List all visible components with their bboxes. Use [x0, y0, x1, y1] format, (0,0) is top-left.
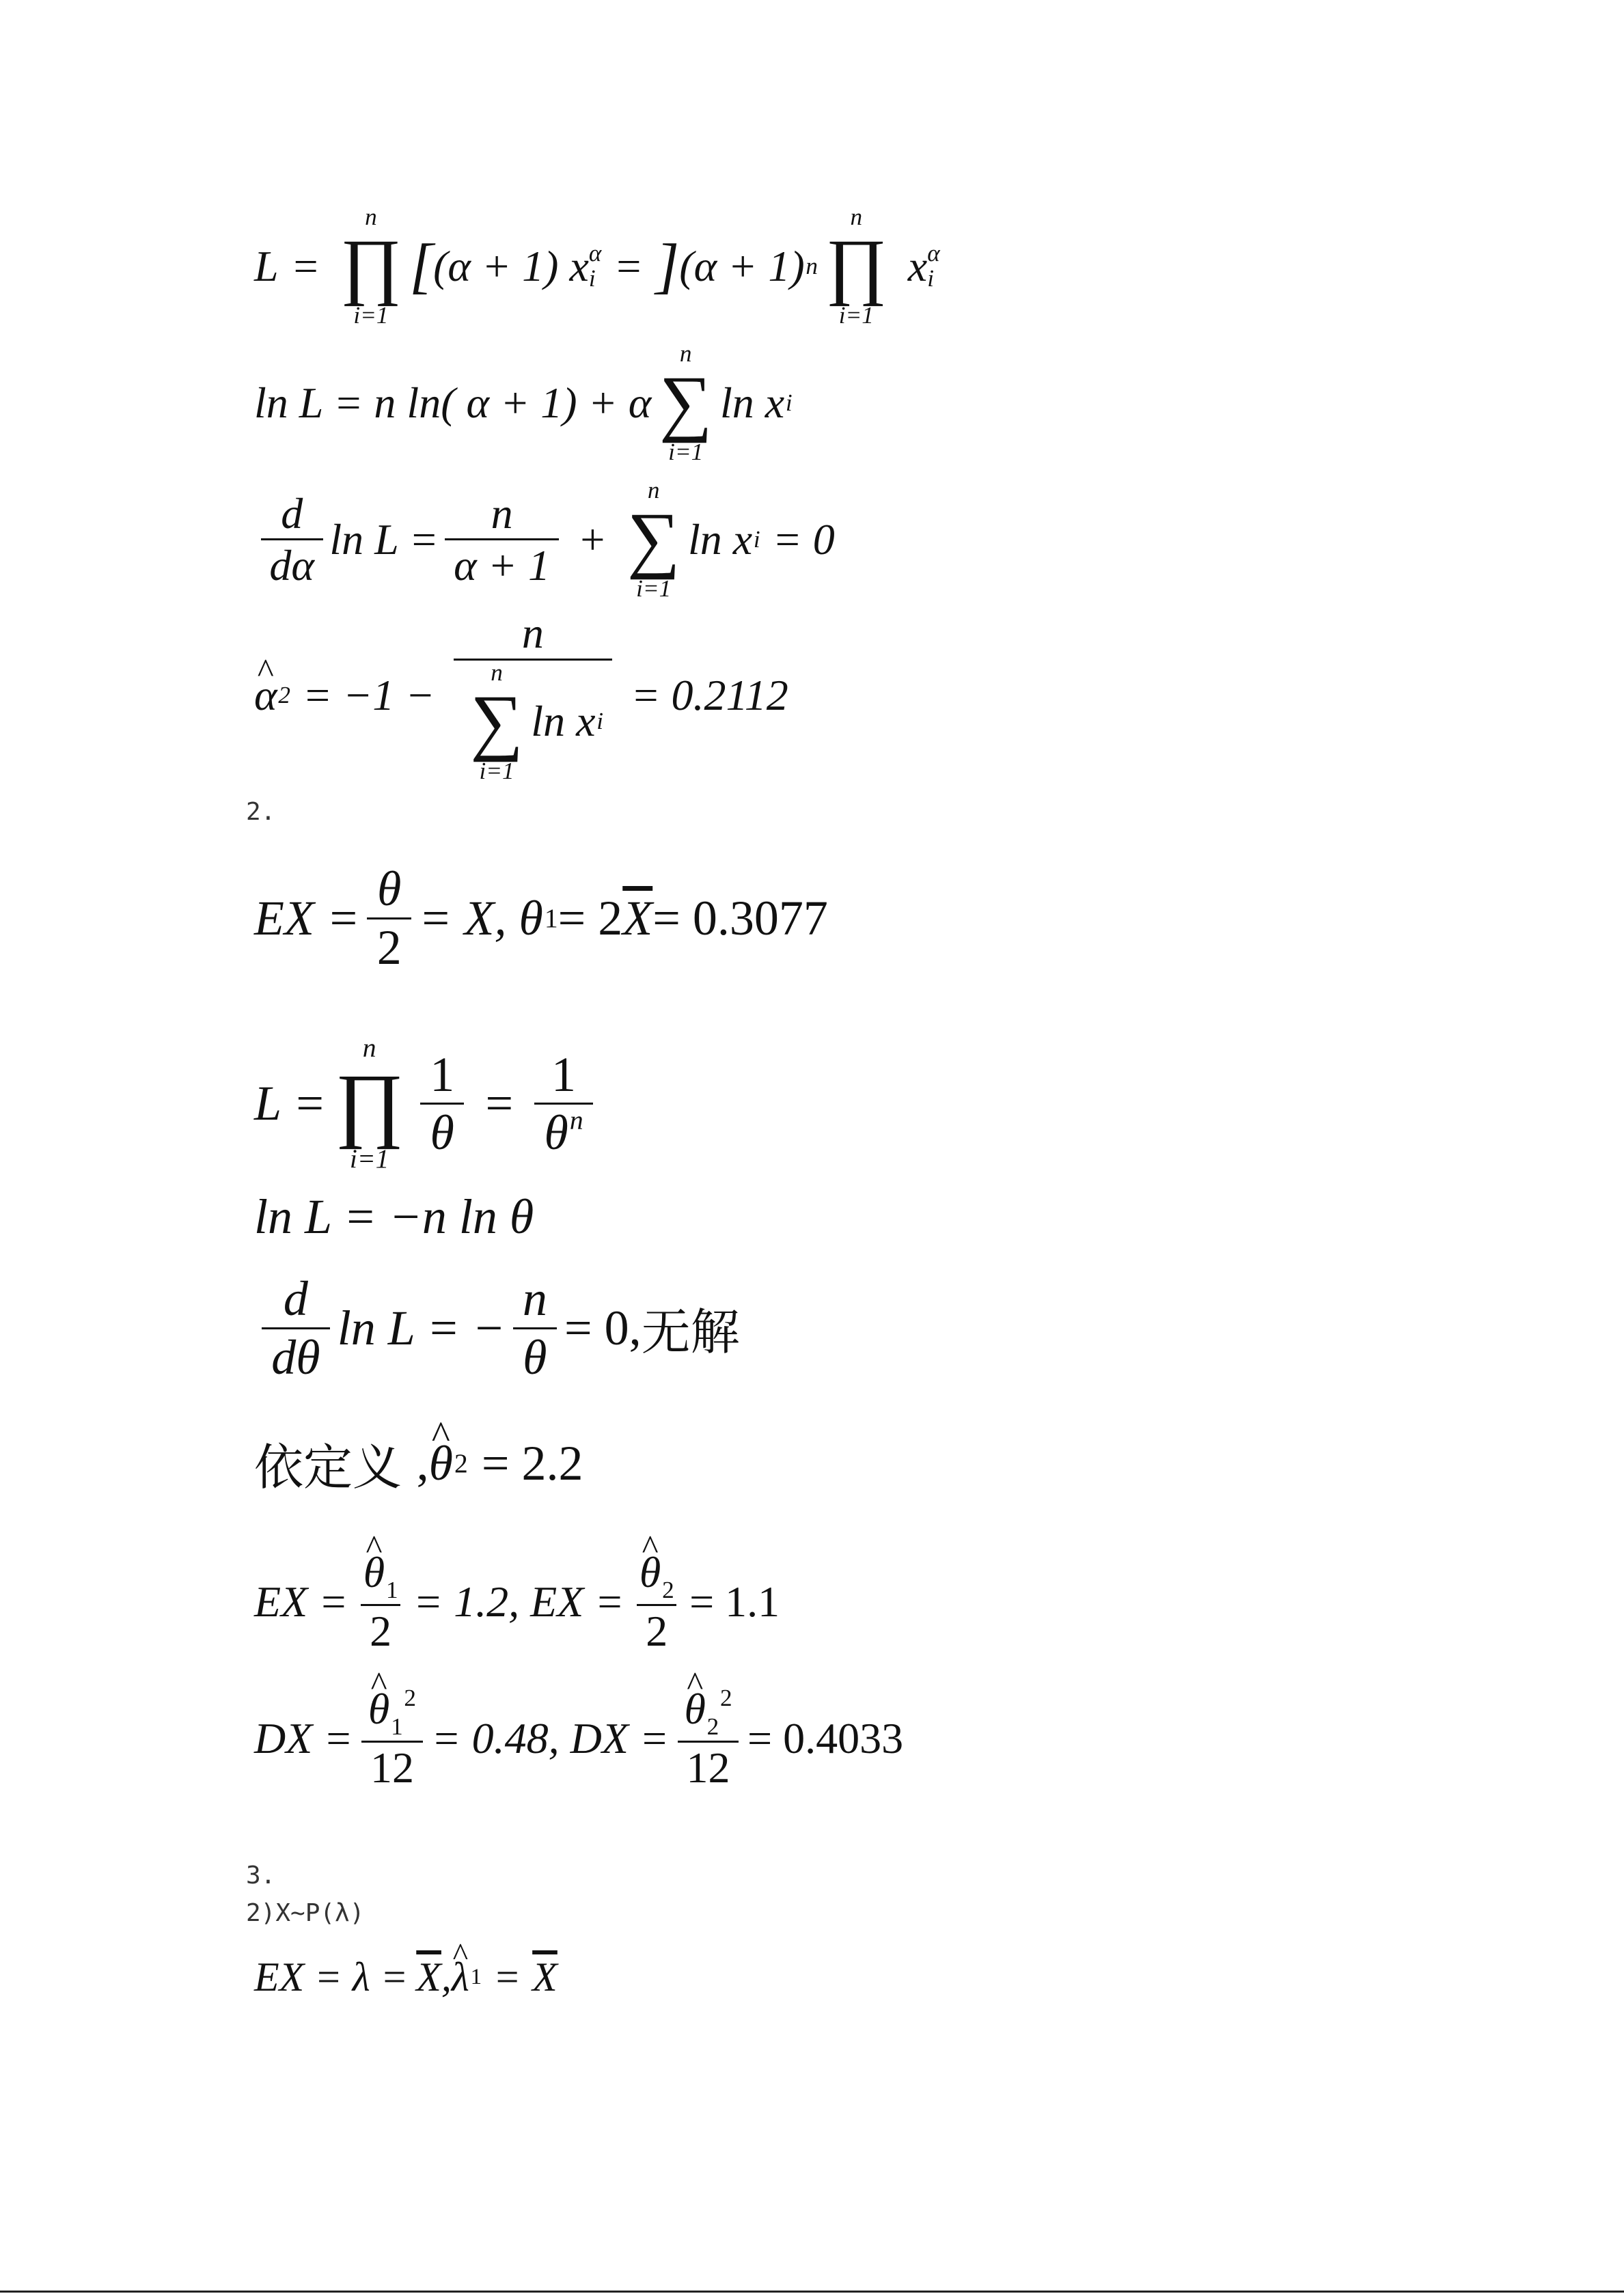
subscript: i: [927, 264, 934, 292]
numerator: [355, 1547, 407, 1604]
eq-text: = 0.3077: [652, 890, 828, 945]
equation-derivative-theta: [254, 1271, 740, 1386]
eq-text: = 1.2, EX =: [413, 1577, 624, 1626]
subscript: 1: [470, 1965, 482, 1989]
fraction: [512, 1271, 557, 1386]
numerator: n: [522, 1271, 547, 1326]
eq-text: = 0.48, DX =: [431, 1713, 670, 1762]
x-bar: $\overline{X}$: [532, 1954, 558, 2000]
limit-top: n: [491, 659, 503, 686]
limit-top: n: [647, 477, 660, 503]
denominator: 12: [678, 1741, 739, 1793]
eq-text: +: [577, 514, 607, 564]
theta-hat: ^ θ: [684, 1684, 705, 1734]
section-label-3-part-2: 2)X~P(λ): [246, 1899, 365, 1927]
fraction: [454, 608, 612, 783]
limit-top: n: [365, 204, 377, 230]
denominator: 2: [367, 917, 411, 976]
equation-log-likelihood: [254, 342, 793, 464]
denominator: dθ: [262, 1327, 330, 1386]
x-bar: $\overline{X}$: [416, 1954, 441, 2000]
numerator: θ: [377, 861, 402, 916]
eq-text: =: [614, 241, 644, 290]
fraction: [445, 488, 558, 591]
bracket: [: [409, 232, 434, 300]
page-bottom-border: [0, 2291, 1624, 2293]
eq-text: EX =: [254, 1577, 348, 1626]
numerator: 1: [430, 1047, 455, 1102]
denominator: θ: [420, 1103, 464, 1161]
section-label-3: 3.: [246, 1862, 276, 1890]
numerator: [631, 1547, 683, 1604]
equation-by-definition: [254, 1428, 597, 1499]
eq-text: ln L = n ln( α + 1) + α: [254, 378, 652, 427]
limit-bottom: i=1: [479, 757, 514, 784]
numerator: n: [521, 609, 544, 657]
denominator: 2: [361, 1604, 400, 1657]
denominator: [454, 659, 612, 783]
superscript: n: [569, 1105, 583, 1135]
eq-text: ,: [441, 1954, 452, 2000]
denominator: 2: [637, 1604, 676, 1657]
eq-text: = 0,: [564, 1300, 642, 1355]
superscript: n: [806, 252, 818, 279]
subscript: i: [596, 707, 604, 734]
product-symbol: n ∏ i=1: [340, 204, 402, 329]
section-label-2: 2.: [246, 798, 276, 826]
limit-bottom: i=1: [838, 302, 874, 329]
limit-top: n: [362, 1033, 376, 1063]
eq-text: ln L = −: [337, 1300, 506, 1355]
product-symbol: n ∏ i=1: [825, 204, 887, 329]
bracket: ]: [655, 232, 680, 300]
denominator: dα: [261, 538, 323, 591]
denominator: 12: [361, 1741, 423, 1793]
eq-text: = −1 −: [302, 670, 435, 719]
eq-text: ln L = −n ln θ: [254, 1189, 534, 1244]
subscript: 2: [662, 1576, 674, 1603]
sum-symbol: n ∑ i=1: [659, 340, 713, 465]
fraction: [676, 1684, 741, 1793]
numerator: [359, 1684, 425, 1741]
subscript: 2: [706, 1713, 719, 1740]
fraction: [261, 488, 323, 591]
numerator: n: [491, 488, 513, 538]
eq-text: = X, θ: [418, 890, 543, 945]
eq-text: = 0: [772, 514, 835, 564]
subscript: 1: [385, 1576, 398, 1603]
equation-uniform-likelihood: [254, 1035, 601, 1173]
eq-text: DX =: [254, 1713, 353, 1762]
eq-text: θ: [544, 1105, 568, 1161]
limit-bottom: i=1: [668, 439, 704, 465]
equation-expectation-estimates: [254, 1547, 780, 1657]
fraction: [355, 1547, 407, 1657]
eq-text: ln x: [687, 514, 753, 564]
eq-text: (α + 1) x: [433, 241, 589, 290]
theta-hat: ^ θ: [363, 1547, 385, 1598]
theta-hat: ^ θ: [429, 1435, 453, 1492]
subscript: 1: [391, 1713, 403, 1740]
eq-text: EX =: [254, 890, 360, 945]
subscript: i: [753, 525, 760, 553]
product-symbol: n ∏ i=1: [335, 1033, 404, 1174]
eq-text: = 2.2: [481, 1435, 583, 1491]
denominator: α + 1: [445, 538, 558, 591]
sum-symbol: n ∑ i=1: [627, 477, 680, 602]
lambda-hat: ^ λ: [452, 1954, 469, 2001]
fraction: [262, 1271, 330, 1386]
limit-top: n: [850, 204, 863, 230]
eq-text: ln L =: [329, 514, 439, 564]
equation-poisson-estimate: [254, 1954, 558, 2001]
equation-moment-estimate-theta: [254, 861, 828, 976]
fraction: [534, 1047, 593, 1162]
equation-derivative-alpha: [254, 478, 847, 600]
subscript: i: [785, 389, 793, 416]
alpha-hat: ^ α: [254, 670, 277, 721]
superscript: 2: [404, 1684, 417, 1711]
eq-text: = 2: [558, 890, 623, 945]
eq-text: L: [254, 241, 279, 290]
subscript: i: [588, 264, 596, 292]
no-solution-text: 无解: [641, 1303, 740, 1361]
eq-text: ln x: [719, 378, 785, 427]
fraction: [367, 861, 411, 976]
subscript: 2: [278, 681, 290, 708]
eq-text: =: [485, 1076, 514, 1131]
eq-text: EX = λ =: [254, 1954, 409, 2000]
eq-text: L =: [254, 1076, 327, 1131]
subscript: 2: [454, 1448, 468, 1478]
eq-text: =: [290, 241, 320, 290]
equation-variance-estimates: [254, 1684, 903, 1793]
limit-top: n: [679, 340, 692, 367]
denominator: [534, 1103, 593, 1161]
limit-bottom: i=1: [349, 1144, 389, 1174]
theta-hat: ^ θ: [639, 1547, 661, 1598]
x-bar: $\overline{X}$: [622, 890, 653, 945]
superscript: α: [588, 239, 602, 266]
equation-alpha-hat-mle: [254, 608, 801, 783]
numerator: d: [283, 1271, 308, 1326]
eq-text: ln x: [531, 697, 596, 746]
limit-bottom: i=1: [353, 302, 389, 329]
fraction: [420, 1047, 465, 1162]
eq-text: ,: [416, 1435, 429, 1491]
equation-likelihood-product: [254, 205, 940, 327]
subscript: 1: [544, 903, 558, 934]
denominator: θ: [513, 1327, 557, 1386]
superscript: 2: [720, 1684, 732, 1711]
eq-text: = 1.1: [689, 1577, 780, 1626]
equation-uniform-log-likelihood: [254, 1189, 534, 1245]
limit-bottom: i=1: [636, 575, 672, 602]
numerator: 1: [551, 1047, 577, 1102]
fraction: [359, 1684, 425, 1793]
numerator: [676, 1684, 741, 1741]
eq-text: x: [907, 241, 928, 290]
eq-text: = 0.4033: [747, 1713, 904, 1762]
by-definition-text: 依定义: [254, 1439, 402, 1496]
superscript: α: [927, 239, 940, 266]
numerator: d: [281, 488, 303, 538]
eq-text: (α + 1): [679, 241, 805, 290]
eq-text: =: [493, 1954, 521, 2000]
eq-text: = 0.2112: [631, 670, 788, 719]
theta-hat: ^ θ: [368, 1684, 389, 1734]
sum-symbol: n ∑ i=1: [470, 659, 523, 784]
fraction: [631, 1547, 683, 1657]
